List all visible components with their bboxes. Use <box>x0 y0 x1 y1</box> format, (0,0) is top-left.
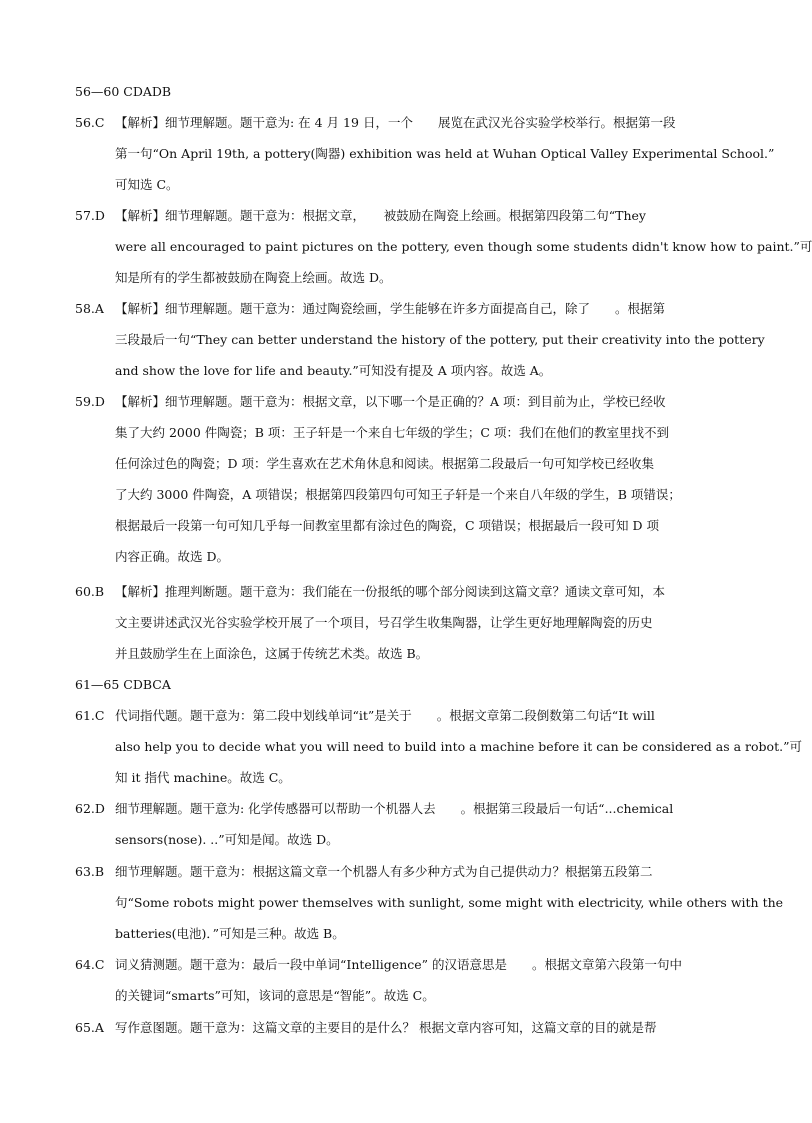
answer-58-line-2: 三段最后一句“They can better understand the history of the pottery, put their creativity into the pottery <box>115 332 765 347</box>
answer-59-line-5: 根据最后一段第一句可知几乎每一间教室里都有涂过色的陶瓷，C 项错误；根据最后一段可知 D 项 <box>115 518 660 533</box>
question-number: 63.B <box>75 864 105 879</box>
answer-61-line-3: 知 it 指代 machine。故选 C。 <box>115 770 291 785</box>
answer-59-line-3: 任何涂过色的陶瓷；D 项：学生喜欢在艺术角休息和阅读。根据第二段最后一句可知学校已经收集 <box>115 456 654 471</box>
answer-65: 65.A 写作意图题。题干意为：这篇文章的主要目的是什么？ 根据文章内容可知，这篇文章的目的就是帮 <box>75 1020 657 1035</box>
section-header-61-65: 61—65 CDBCA <box>75 677 171 692</box>
answer-64: 64.C 词义猜测题。题干意为：最后一段中单词“Intelligence” 的汉语意思是 。根据文章第六段第一句中 <box>75 957 683 972</box>
answer-60-line-3: 并且鼓励学生在上面涂色，这属于传统艺术类。故选 B。 <box>115 646 429 661</box>
question-number: 60.B <box>75 584 105 599</box>
question-number: 64.C <box>75 957 105 972</box>
answer-57-line-3: 知是所有的学生都被鼓励在陶瓷上绘画。故选 D。 <box>115 270 392 285</box>
question-number: 58.A <box>75 301 104 316</box>
question-number: 57.D <box>75 208 105 223</box>
answer-62: 62.D 细节理解题。题干意为: 化学传感器可以帮助一个机器人去 。根据第三段最后一句话“...chemical <box>75 801 674 816</box>
answer-63-line-2: 句“Some robots might power themselves with sunlight, some might with electricity, while others with the <box>115 895 784 910</box>
answer-56-line-2: 第一句“On April 19th, a pottery(陶器) exhibition was held at Wuhan Optical Valley Experimental School.” <box>115 146 775 161</box>
answer-58-line-3: and show the love for life and beauty.”可知没有提及 A 项内容。故选 A。 <box>115 363 552 378</box>
answer-58: 58.A 【解析】细节理解题。题干意为：通过陶瓷绘画，学生能够在许多方面提高自己，除了 。根据第 <box>75 301 666 316</box>
answer-57: 57.D 【解析】细节理解题。题干意为：根据文章， 被鼓励在陶瓷上绘画。根据第四段第二句“They <box>75 208 646 223</box>
answer-63: 63.B 细节理解题。题干意为：根据这篇文章一个机器人有多少种方式为自己提供动力？根据第五段第二 <box>75 864 653 879</box>
answer-56: 56.C 【解析】细节理解题。题干意为: 在 4 月 19 日，一个 展览在武汉光谷实验学校举行。根据第一段 <box>75 115 676 130</box>
answer-59-line-4: 了大约 3000 件陶瓷，A 项错误；根据第四段第四句可知王子轩是一个来自八年级的学生，B 项错误； <box>115 487 681 502</box>
answer-60-line-2: 文主要讲述武汉光谷实验学校开展了一个项目，号召学生收集陶器，让学生更好地理解陶瓷的历史 <box>115 615 653 630</box>
question-number: 62.D <box>75 801 105 816</box>
answer-60: 60.B 【解析】推理判断题。题干意为：我们能在一份报纸的哪个部分阅读到这篇文章？通读文章可知，本 <box>75 584 666 599</box>
answer-59-line-2: 集了大约 2000 件陶瓷；B 项：王子轩是一个来自七年级的学生；C 项：我们在他们的教室里找不到 <box>115 425 669 440</box>
question-number: 56.C <box>75 115 105 130</box>
answer-62-line-2: sensors(nose). ..”可知是闻。故选 D。 <box>115 832 339 847</box>
answer-63-line-3: batteries(电池)．”可知是三种。故选 B。 <box>115 926 345 941</box>
answer-57-line-2: were all encouraged to paint pictures on the pottery, even though some students didn't know how to paint.”可 <box>115 239 812 254</box>
section-header-56-60: 56—60 CDADB <box>75 84 172 99</box>
answer-56-line-3: 可知选 C。 <box>115 177 179 192</box>
question-number: 65.A <box>75 1020 104 1035</box>
question-number: 59.D <box>75 394 105 409</box>
answer-64-line-2: 的关键词“smarts”可知，该词的意思是“智能”。故选 C。 <box>115 988 435 1003</box>
question-number: 61.C <box>75 708 105 723</box>
answer-61: 61.C 代词指代题。题干意为：第二段中划线单词“it”是关于 。根据文章第二段倒数第二句话“It will <box>75 708 655 723</box>
answer-61-line-2: also help you to decide what you will need to build into a machine before it can be considered as a robot.”可 <box>115 739 802 754</box>
answer-59-line-6: 内容正确。故选 D。 <box>115 549 229 564</box>
answer-59: 59.D 【解析】细节理解题。题干意为：根据文章，以下哪一个是正确的？A 项：到目前为止，学校已经收 <box>75 394 666 409</box>
